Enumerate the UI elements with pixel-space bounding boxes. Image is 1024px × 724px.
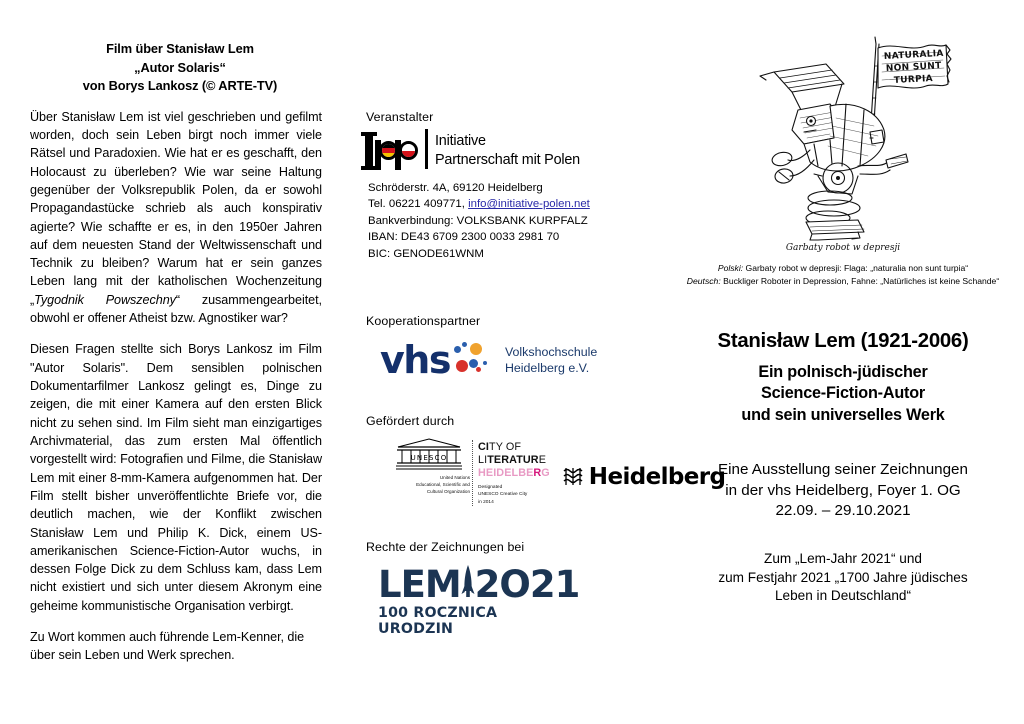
paragraph-1-part-b: “ zusammengearbeitet, obwohl er offener Atheist bzw. Agnostiker war?	[30, 292, 322, 326]
city-sub-line-2: UNESCO Creative City	[478, 492, 528, 498]
unesco-caption-line-3: Cultural Organization	[426, 488, 470, 494]
contact-iban: IBAN: DE43 6709 2300 0033 2981 70	[368, 231, 560, 244]
film-paragraph-2: Diesen Fragen stellte sich Borys Lankosz im Film "Autor Solaris". Dem sensiblen polnischen Dokumentarfilmer Lankosz gelingt es, Dinge zu zeigen, die mit einer Kamera auf den ersten Blick nicht zu sehen sind. Im Film sieht man einzigartiges Archivmaterial, das zum ersten Mal öffentlich vorgestellt wird: Fotografien und Filme, die Stanisław Lem mit einer 8-mm-Kamera aufgenommen hat. Der Film stellt bisher unveröffentlichte Briefe vor, die deutlich machen, wie der Konflikt zwischen Stanisław Lem und Philip K. Dick, einem US-amerikanischen Science-Fiction-Autor wuchs, in dessen Folge Dick zu dem Schluss kam, dass Lem nicht existiert und sich unter diesem Akronym eine geheime kommunistische Organisation verbirgt.	[30, 342, 322, 613]
exhibit-line-2: in der vhs Heidelberg, Foyer 1. OG	[725, 481, 961, 499]
depressed-robot-drawing	[718, 26, 968, 256]
rights-block	[366, 540, 670, 637]
vhs-dots-icon	[452, 340, 498, 380]
city-of-literature-text	[478, 438, 550, 506]
festival-note	[678, 550, 1008, 606]
contact-email-link[interactable]: info@initiative-polen.net	[468, 198, 590, 211]
ipp-name-line-1: Initiative	[435, 133, 486, 150]
subtitle-line-3: und sein universelles Werk	[741, 405, 945, 424]
partner-label: Kooperationspartner	[366, 314, 481, 329]
contact-bank: Bankverbindung: VOLKSBANK KURPFALZ	[368, 214, 588, 227]
city-line-1	[478, 441, 550, 454]
city-sub-caption	[478, 484, 550, 506]
city-sub-line-3: in 2014	[478, 499, 494, 505]
lem-subtitle: 100 ROCZNICA URODZIN	[378, 605, 498, 638]
left-column	[0, 0, 330, 724]
svg-text:UNESCO: UNESCO	[410, 454, 448, 463]
organizer-label: Veranstalter	[366, 110, 434, 124]
organizer-contact	[368, 180, 670, 262]
funders-block	[366, 414, 726, 506]
exhibit-line-1: Eine Ausstellung seiner Zeichnungen	[718, 461, 968, 479]
ipp-p-polish-flag	[395, 140, 419, 170]
city-line-3-a: HEIDELBE	[478, 467, 534, 480]
heidelberg-waves-icon	[562, 466, 584, 488]
ipp-i-stem	[365, 132, 373, 170]
film-paragraph-3: Zu Wort kommen auch führende Lem-Kenner, die über sein Leben und Werk sprechen.	[30, 630, 305, 663]
film-heading	[30, 40, 330, 96]
ipp-logo	[364, 128, 670, 170]
lem-wordmark: LEM	[378, 562, 461, 606]
city-line-1-bold: CI	[478, 441, 489, 454]
spacer-after-organizer	[366, 270, 670, 314]
city-line-3-b: R	[533, 467, 542, 480]
paragraph-1-part-a: Über Stanisław Lem ist viel geschrieben und gefilmt worden, doch sein Leben birgt noch immer viele Rätsel und Paradoxien. Wie hat er es geschafft, den Holocaust zu überleben? Wie war seine Haltung gegenüber der Volksrepublik Polen, da er sowohl Propagandastücke schrieb als auch konspirativ agierte? Wie schaffte er es, in den 1950er Jahren auf dem neuesten Stand der Weltwissenschaft und Technik zu bleiben? Warum hat er sein ganzes Leben lang mit der katholischen Wochenzeitung „	[30, 109, 322, 307]
caption-polski	[684, 262, 1002, 275]
subtitle-line-1: Ein polnisch-jüdischer	[758, 362, 928, 381]
caption-polski-text: Garbaty robot w depresji: Flaga: „naturalia non sunt turpia“	[743, 263, 969, 273]
exhibition-subtitle	[678, 362, 1008, 427]
unesco-temple-icon	[394, 438, 464, 472]
exhibition-details	[678, 460, 1008, 522]
drawing-caption	[684, 262, 1002, 288]
spacer-after-partner	[366, 388, 670, 414]
funded-label: Gefördert durch	[366, 414, 455, 429]
rocket-icon	[460, 564, 476, 604]
unesco-caption-line-2: Educational, Scientific and	[416, 482, 470, 487]
vhs-wordmark: vhs	[380, 338, 450, 383]
vhs-name-line-1: Volkshochschule	[504, 344, 598, 359]
polish-flag-icon	[402, 144, 415, 157]
festival-line-3: Leben in Deutschland“	[774, 588, 912, 604]
unesco-dotted-divider	[472, 440, 473, 506]
ipp-name-line-2: Partnerschaft mit Polen	[435, 151, 580, 168]
city-line-2	[478, 454, 550, 467]
film-heading-line-1: Film über Stanisław Lem	[106, 41, 254, 56]
exhibit-date-range: 22.09. – 29.10.2021	[775, 502, 911, 520]
flag-text-line-1: NATURALIA	[883, 48, 944, 62]
right-column	[670, 0, 1024, 724]
film-heading-line-3: von Borys Lankosz (© ARTE-TV)	[82, 78, 278, 94]
unesco-logo	[386, 438, 472, 496]
spacer-after-funders	[366, 514, 670, 540]
contact-tel: Tel. 06221 409771,	[368, 198, 469, 211]
ipp-p2-bowl	[399, 141, 418, 160]
lem-2021-wordmark-row	[378, 562, 580, 606]
city-line-2-light: LI	[478, 454, 488, 467]
lem-2021-logo	[378, 562, 580, 638]
city-line-2-bold: TERATUR	[487, 454, 539, 467]
organizer-block	[366, 110, 670, 262]
contact-bic: BIC: GENODE61WNM	[368, 247, 484, 260]
drawing-signature: Garbaty robot w depresji	[785, 243, 901, 253]
caption-deutsch-text: Buckliger Roboter in Depression, Fahne: „Natürliches ist keine Schande“	[720, 275, 1000, 286]
film-paragraph-1	[30, 108, 322, 328]
city-line-3-c: G	[541, 467, 550, 480]
vhs-name	[505, 344, 597, 377]
vhs-name-line-2: Heidelberg e.V.	[504, 361, 590, 376]
ipp-logo-mark	[364, 128, 422, 170]
robot-drawing-container	[678, 26, 1008, 258]
unesco-caption	[386, 475, 472, 496]
caption-polski-label: Polski:	[717, 263, 744, 273]
city-line-2-tail: E	[538, 454, 547, 467]
vhs-logo	[380, 338, 670, 383]
ipp-divider	[425, 129, 428, 169]
contact-address: Schröderstr. 4A, 69120 Heidelberg	[368, 182, 543, 194]
exhibition-main-title: Stanisław Lem (1921-2006)	[717, 329, 969, 352]
tygodnik-powszechny-title: Tygodnik Powszechny	[34, 292, 176, 307]
heidelberg-wordmark: Heidelberg	[588, 464, 726, 491]
festival-line-2: zum Festjahr 2021 „1700 Jahre jüdisches	[718, 569, 968, 585]
partner-block	[366, 314, 670, 383]
contact-tel-line	[368, 196, 670, 212]
unesco-city-of-literature-logo	[386, 438, 550, 506]
unesco-caption-line-1: United Nations	[439, 475, 470, 481]
caption-deutsch-label: Deutsch:	[686, 275, 721, 286]
flag-text-line-3: TURPIA	[893, 73, 934, 86]
festival-line-1: Zum „Lem-Jahr 2021“ und	[764, 550, 922, 566]
ipp-logo-text	[435, 132, 580, 170]
german-flag-icon	[382, 144, 395, 157]
caption-deutsch	[684, 275, 1002, 288]
funder-logos	[386, 438, 726, 506]
rights-label: Rechte der Zeichnungen bei	[366, 540, 525, 555]
film-heading-line-2: „Autor Solaris“	[134, 59, 226, 75]
city-line-3	[478, 467, 550, 480]
subtitle-line-2: Science-Fiction-Autor	[761, 384, 925, 403]
city-line-1-rest: TY OF	[489, 441, 522, 454]
flag-text-line-2: NON SUNT	[885, 61, 942, 74]
lem-year-wordmark: 2O21	[474, 562, 580, 606]
city-sub-line-1: Designated	[478, 484, 503, 490]
